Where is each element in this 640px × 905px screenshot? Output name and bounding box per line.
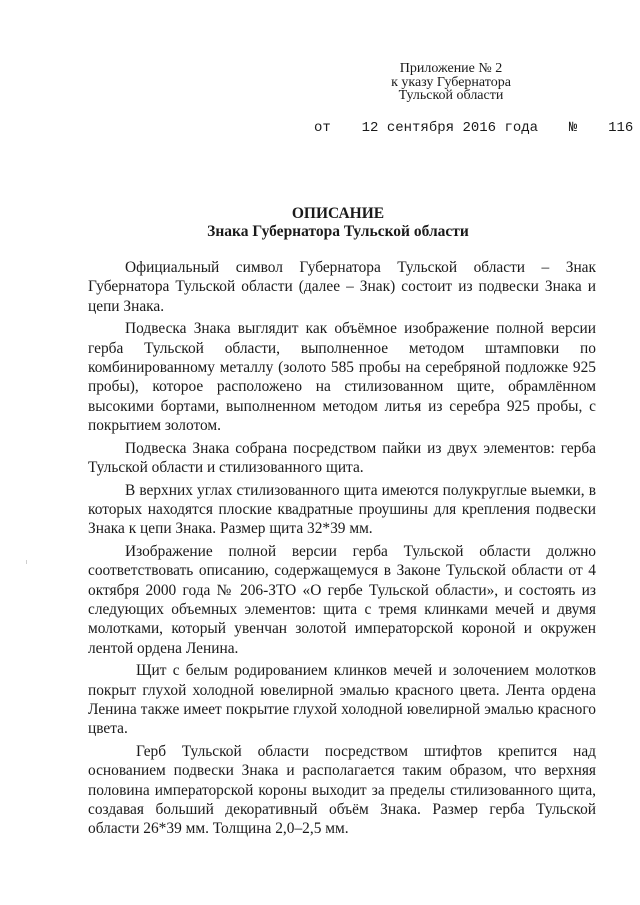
appendix-region: Тульской области (398, 88, 504, 103)
decree-from-label: от (314, 120, 331, 136)
decree-date: 12 сентября 2016 года (361, 120, 539, 136)
paragraph-pendant: Подвеска Знака выглядит как объёмное изображение полной версии герба Тульской области, выполненное методом штамповки по комбинированному металлу (золото 585 пробы на серебряной подложке 925 пробы), которое расположено на стилизованном щите, обрамлённом высокими бортами, выполненном методом литья из серебра 925 пробы, с покрытием золотом. (88, 320, 596, 434)
appendix-block (386, 62, 516, 103)
paragraph-coat-of-arms: Изображение полной версии герба Тульской области должно соответствовать описанию, содержащемуся в Законе Тульской области от 4 октября 2000 года № 206-ЗТО «О гербе Тульской области», и состоять из следующих объемных элементов: щита с тремя клинками мечей и двумя молотками, который увенчан золотой императорской короной и окружен лентой ордена Ленина. (88, 543, 596, 657)
document-subtitle: Знака Губернатора Тульской области (207, 223, 469, 240)
paragraph-mounting: Герб Тульской области посредством штифтов крепится над основанием подвески Знака и располагается таким образом, что верхняя половина императорской короны выходит за пределы стилизованного щита, создавая больший декоративный объём Знака. Размер герба Тульской области 26*39 мм. Толщина 2,0–2,5 мм. (88, 743, 596, 838)
decree-line (314, 120, 633, 136)
scan-mark (26, 560, 27, 564)
document-body (88, 258, 596, 842)
paragraph-symbol: Официальный символ Губернатора Тульской области – Знак Губернатора Тульской области (далее – Знак) состоит из подвески Знака и цепи Знака. (88, 259, 596, 315)
appendix-number: Приложение № 2 (399, 61, 503, 76)
document-title: ОПИСАНИЕ (291, 205, 385, 222)
paragraph-enamel: Щит с белым родированием клинков мечей и золочением молотков покрыт глухой холодной ювелирной эмалью красного цвета. Лента ордена Ленина также имеет покрытие глухой холодной ювелирной эмалью красного цвета. (88, 662, 596, 738)
paragraph-assembly: Подвеска Знака собрана посредством пайки из двух элементов: герба Тульской области и стилизованного щита. (88, 439, 596, 476)
appendix-decree-ref: к указу Губернатора (391, 74, 511, 90)
paragraph-shield: В верхних углах стилизованного щита имеются полукруглые выемки, в которых находятся плоские квадратные проушины для крепления подвески Знака к цепи Знака. Размер щита 32*39 мм. (88, 481, 596, 538)
decree-number: 116 (608, 120, 634, 136)
decree-number-sign: № (568, 120, 578, 136)
